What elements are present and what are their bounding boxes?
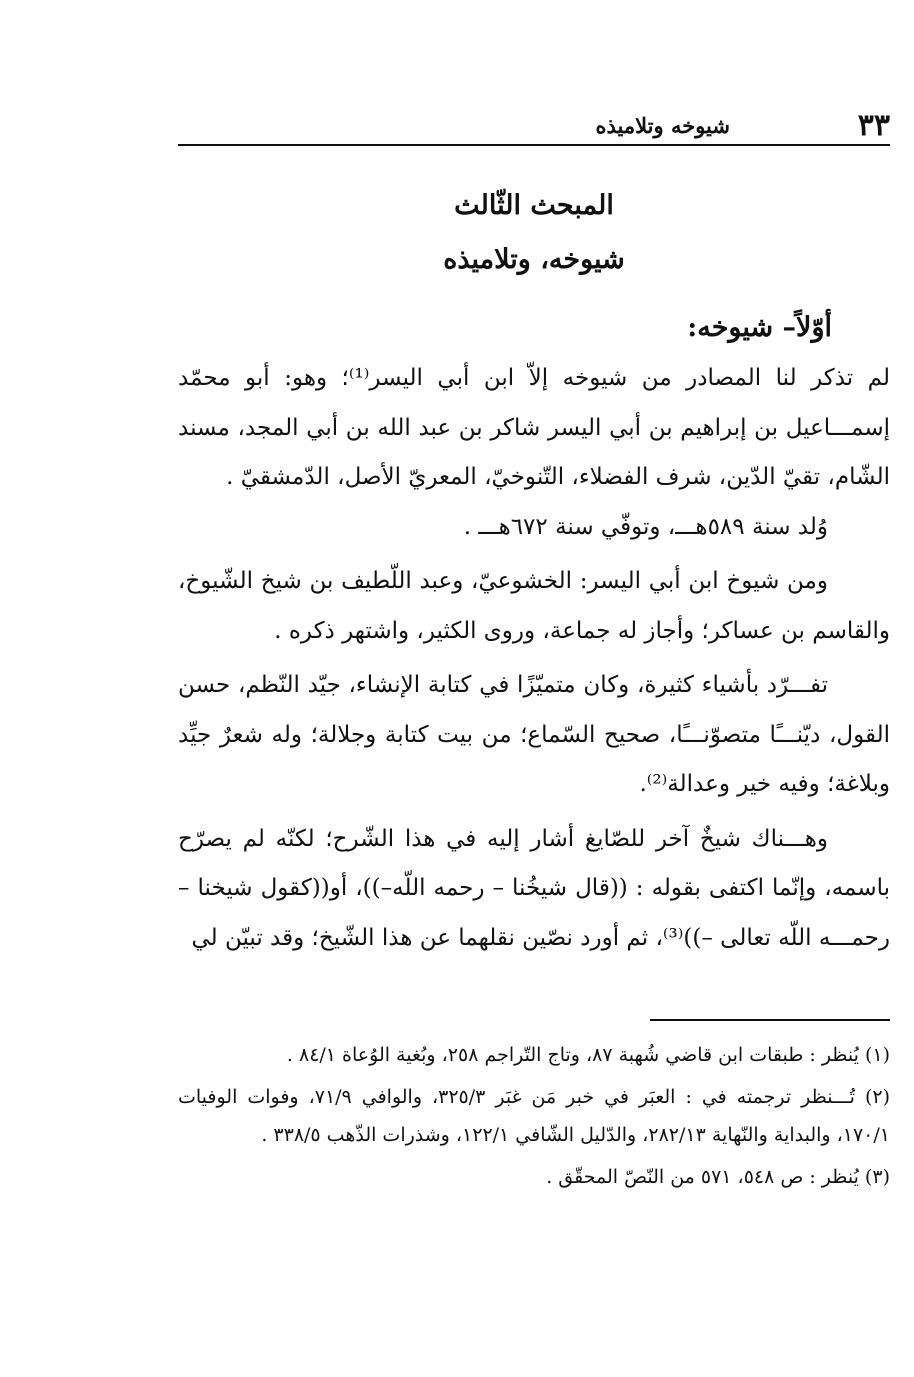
paragraph: وُلد سنة ٥٨٩هـــ، وتوفّي سنة ٦٧٢هـــ .: [463, 513, 828, 540]
page-number: ٣٣: [857, 108, 890, 143]
body-text: [178, 354, 890, 963]
footnotes: [178, 1036, 890, 1196]
section-subtitle: شيوخه، وتلاميذه: [443, 244, 625, 275]
header-rule: [178, 144, 890, 146]
footnote: (٢) تُـــنظر ترجمته في : العبَر في خبر مَن غبَر ٣٢٥/٣، والوافي ٧١/٩، وفوات الوفيات ١٧٠/١، والبداية والنّهاية ٢٨٢/١٣، والدّليل الشّافي ١٢٢/١، وشذرات الذّهب ٣٣٨/٥ .: [178, 1086, 890, 1146]
section-title: المبحث الثّالث: [454, 190, 614, 221]
footnote: (١) يُنظر : طبقات ابن قاضي شُهبة ٨٧، وتاج التّراجم ٢٥٨، وبُغية الوُعاة ٨٤/١ .: [286, 1044, 890, 1066]
paragraph: وهـــناك شيخٌ آخر للصّايغ أشار إليه في هذا الشّرح؛ لكنّه لم يصرّح باسمه، وإنّما اكتفى بقوله : ((قال شيخُنا – رحمه اللّه–))، أو((كقول شيخنا – رحمـــه اللّه تعالى –))⁽³⁾، ثم أورد نصّين نقلهما عن هذا الشّيخ؛ وقد تبيّن لي: [178, 825, 890, 951]
paragraph: لم تذكر لنا المصادر من شيوخه إلاّ ابن أبي اليسر⁽¹⁾؛ وهو: أبو محمّد إسمـــاعيل بن إبراهيم بن أبي اليسر شاكر بن عبد الله بن أبي المجد، مسند الشّام، تقيّ الدّين، شرف الفضلاء، التّنوخيّ، المعريّ الأصل، الدّمشقيّ .: [178, 365, 890, 490]
footnote: (٣) يُنظر : ص ٥٤٨، ٥٧١ من النّصّ المحقّق .: [546, 1166, 890, 1188]
running-title: شيوخه وتلاميذه: [595, 113, 730, 138]
paragraph: ومن شيوخ ابن أبي اليسر: الخشوعيّ، وعبد اللّطيف بن شيخ الشّيوخ، والقاسم بن عساكر؛ وأجاز له جماعة، وروى الكثير، واشتهر ذكره .: [178, 568, 890, 644]
subheading-teachers: أوّلاً– شيوخه:: [687, 312, 832, 343]
footnote-rule: [650, 1019, 890, 1021]
paragraph: تفـــرّد بأشياء كثيرة، وكان متميّزًا في كتابة الإنشاء، جيّد النّظم، حسن القول، ديّنـــًا متصوّنـــًا، صحيح السّماع؛ من بيت كتابة وجلالة؛ وله شعرٌ جيِّد وبلاغة؛ وفيه خير وعدالة⁽²⁾.: [178, 672, 890, 797]
running-header: [178, 108, 890, 144]
